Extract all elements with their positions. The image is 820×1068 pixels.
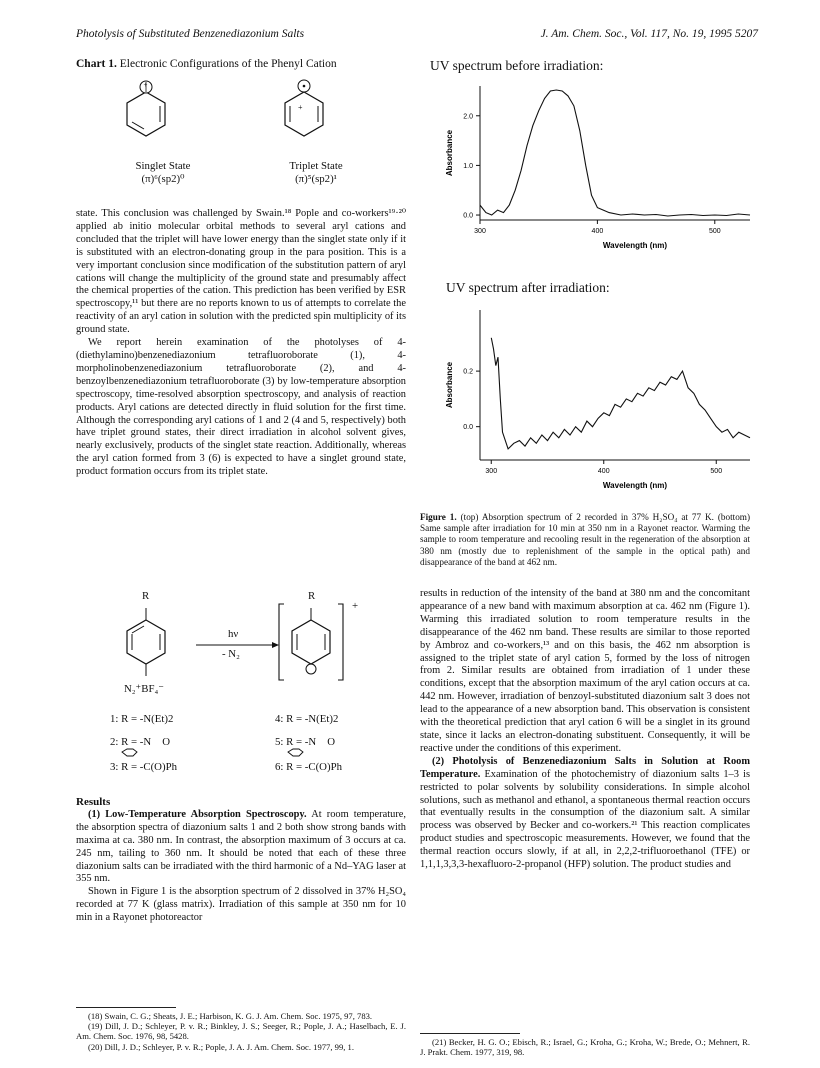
subsection-heading: (1) Low-Temperature Absorption Spectroscopy. [88, 808, 307, 820]
uv-after-chart [420, 300, 760, 500]
uv-after-title: UV spectrum after irradiation: [446, 280, 610, 295]
scheme-r-top-right: R [308, 590, 316, 602]
aryl-cation-ring [292, 608, 330, 674]
uv-before-chart [420, 78, 760, 273]
body-paragraph: state. This conclusion was challenged by Swain.¹⁸ Pople and co-workers¹⁹·²⁰ applied ab initio molecular orbital methods to several aryl cations and concluded that the triplet will have lower energy than the singlet state only if it is substituted with an electron-donating group in the para position. This is a very important conclusion since modification of the substitution pattern of aryl cations will change the multiplicity of the ground state and presumably affect the chemical properties of the cation. This prediction has been verified by ESR spectroscopy,¹¹ but there are no reports known to us of attempts to correlate the reactivity of an aryl cation in solution with the predicted spin multiplicity of its ground state. [76, 208, 406, 336]
y-axis-title: Absorbance [445, 361, 454, 409]
x-axis-title: Wavelength (nm) [602, 241, 668, 250]
triplet-state-config: (π)⁵(sp2)¹ [295, 173, 337, 185]
svg-text:+: + [298, 103, 303, 112]
spectrum-line [480, 90, 750, 216]
scheme-r-top-left: R [142, 590, 150, 602]
figure-caption-text: (top) Absorption spectrum of 2 recorded in 37% H₂SO₄ at 77 K. (bottom) Same sample after irradiation for 10 min at 350 nm in a Rayonet reactor. Warming the sample to room temperature and recooling result in the regeneration of the absorption at 380 nm (mostly due to replenishment of the sample in the optical path) and disappearance of the band at 462 nm. [420, 512, 751, 567]
scheme-compound-5: 5: R = -N O [275, 736, 335, 748]
body-paragraph: Shown in Figure 1 is the absorption spectrum of 2 dissolved in 37% H₂SO₄ recorded at 77 K (glass matrix). Irradiation of this sample at 350 nm for 10 min in a Rayonet photoreactor [76, 886, 406, 924]
chart1-title-text: Electronic Configurations of the Phenyl Cation [119, 58, 337, 70]
singlet-state-config: (π)⁶(sp2)⁰ [141, 173, 185, 185]
triplet-state-label [256, 160, 376, 186]
figure-caption [420, 512, 750, 568]
y-axis-title: Absorbance [445, 129, 454, 177]
singlet-state-name: Singlet State [135, 160, 191, 172]
singlet-benzene-ring [127, 81, 165, 136]
left-column-lower [76, 794, 406, 925]
scheme-hv-label: hν [228, 628, 239, 640]
scheme-compound-3: 3: R = -C(O)Ph [110, 761, 177, 773]
x-tick-label: 300 [485, 468, 498, 475]
footnote-rule-right [420, 1033, 520, 1034]
x-tick-label: 500 [708, 228, 721, 235]
y-tick-label: 0.2 [463, 368, 473, 376]
x-tick-label: 400 [597, 468, 610, 475]
x-tick-label: 500 [710, 468, 723, 475]
morpholine-ring-2 [122, 749, 137, 756]
diazonium-ring [127, 608, 165, 676]
scheme-compound-1: 1: R = -N(Et)2 [110, 713, 174, 725]
y-tick-label: 2.0 [463, 113, 473, 121]
chart1-label: Chart 1. [76, 58, 117, 70]
body-paragraph: (1) Low-Temperature Absorption Spectroscopy. At room temperature, the absorption spectra of diazonium salts 1 and 2 both show strong bands with maxima at ca. 380 nm. In contrast, the absorption maximum of 3 occurs at ca. 245 nm, tailing to 360 nm. It should be noted that each of these three diazonium salts can be irradiated with the third harmonic of a Nd–YAG laser at 355 nm. [76, 808, 406, 885]
running-header-citation: J. Am. Chem. Soc., Vol. 117, No. 19, 1995 5207 [540, 28, 758, 40]
reaction-arrow-head [272, 642, 279, 648]
running-header-title: Photolysis of Substituted Benzenediazonium Salts [76, 28, 305, 40]
triplet-benzene-ring [285, 80, 323, 136]
y-tick-label: 1.0 [463, 162, 473, 170]
footnote-rule-left [76, 1007, 176, 1008]
body-paragraph: We report herein examination of the photolyses of 4-(diethylamino)benzenediazonium tetrafluoroborate (1), 4-morpholinobenzenediazonium tetrafluoroborate (2), and 4-benzoylbenzenediazonium tetrafluoroborate (3) by low-temperature absorption spectroscopy, time-resolved absorption spectroscopy, and analysis of reaction products. Aryl cations are detected directly in fluid solution for the first time. Although the corresponding aryl cations of 1 and 2 (4 and 5, respectively) both have triplet ground states, their direct irradiation in alcohol solvent gives, nearly exclusively, products of the singlet state reaction. Additionally, whereas the aryl cation formed from 3 (6) is expected to have a singlet ground state, product formation occurs from its triplet state. [76, 337, 406, 478]
singlet-state-label [103, 160, 223, 186]
results-heading: Results [76, 796, 111, 808]
scheme-minus-n2: - N₂ [222, 648, 240, 660]
chart1-title [76, 58, 337, 70]
phenyl-cation-structures [76, 76, 406, 156]
footnote: (19) Dill, J. D.; Schleyer, P. v. R.; Binkley, J. S.; Seeger, R.; Pople, J. A.; Haselbach, E. J. Am. Chem. Soc. 1976, 98, 5428. [76, 1021, 406, 1042]
scheme-compound-4: 4: R = -N(Et)2 [275, 713, 339, 725]
subsection-heading: (2) Photolysis of Benzenediazonium Salts in Solution at Room Temperature. [420, 755, 750, 780]
x-tick-label: 400 [591, 228, 604, 235]
footnotes-right [420, 1037, 750, 1057]
x-axis-title: Wavelength (nm) [602, 481, 668, 490]
body-paragraph: results in reduction of the intensity of the band at 380 nm and the concomitant appearance of a new band with maximum absorption at ca. 462 nm (Figure 1). Warming this irradiated solution to room temperature results in the disappearance of the 462 nm band. These results are similar to those reported by Ambroz and co-workers,¹³ and on this basis, the 462 nm absorption is assigned to the triplet state of aryl cation 5, formed by the loss of nitrogen from 2. Similar results are obtained from irradiation of 1 under these conditions, except that the absorption maximum of the aryl cation occurs at ca. 442 nm. However, irradiation of benzoyl-substituted diazonium salt 3 does not lead to the appearance of a new absorption band. This observation is consistent with the theoretical prediction that aryl cation 6 will be a singlet in its ground state, since it lacks an electron-donating substituent. Consequently, it will be reactive under the conditions of this experiment. [420, 588, 750, 754]
y-tick-label: 0.0 [463, 424, 473, 432]
scheme-charge-plus: + [352, 600, 359, 612]
triplet-state-name: Triplet State [289, 160, 343, 172]
scheme-compound-6: 6: R = -C(O)Ph [275, 761, 342, 773]
bracket-left [279, 604, 284, 680]
figure-label: Figure 1. [420, 512, 457, 522]
uv-before-title: UV spectrum before irradiation: [430, 58, 604, 73]
footnote: (20) Dill, J. D.; Schleyer, P. v. R.; Pople, J. A. J. Am. Chem. Soc. 1977, 99, 1. [88, 1041, 354, 1052]
y-tick-label: 0.0 [463, 212, 473, 220]
scheme-counterion: N₂⁺BF₄⁻ [124, 683, 164, 695]
morpholine-ring-5 [288, 749, 303, 756]
left-column-upper [76, 208, 406, 479]
right-column-text [420, 588, 750, 872]
svg-text:+: + [143, 81, 148, 89]
scheme-compound-2: 2: R = -N O [110, 736, 170, 748]
footnote: (18) Swain, C. G.; Sheats, J. E.; Harbison, K. G. J. Am. Chem. Soc. 1975, 97, 783. [88, 1011, 373, 1021]
body-paragraph: (2) Photolysis of Benzenediazonium Salts in Solution at Room Temperature. Examination of the photochemistry of diazonium salts 1–3 is restricted to polar solvents by solubility considerations. In simple alcohol solutions, such as methanol and ethanol, a spontaneous thermal reaction occurs that eventually results in the consumption of the diazonium salt. A similar process was observed by Becker and co-workers.²¹ This reaction complicates product studies and spectroscopic measurements. However, we found that the thermal reaction occurs slowly, if at all, in 2,2,2-trifluoroethanol (TFE) or 1,1,1,3,3,3-hexafluoro-2-propanol (HFP) solution. The product studies and [420, 755, 750, 871]
bracket-right [338, 604, 343, 680]
spectrum-line [491, 338, 750, 449]
footnote: (21) Becker, H. G. O.; Ebisch, R.; Israel, G.; Kroha, G.; Kroha, W.; Brede, O.; Mehnert, R. J. Prakt. Chem. 1977, 319, 98. [420, 1037, 750, 1058]
x-tick-label: 300 [474, 228, 486, 235]
footnotes-left [76, 1011, 406, 1052]
